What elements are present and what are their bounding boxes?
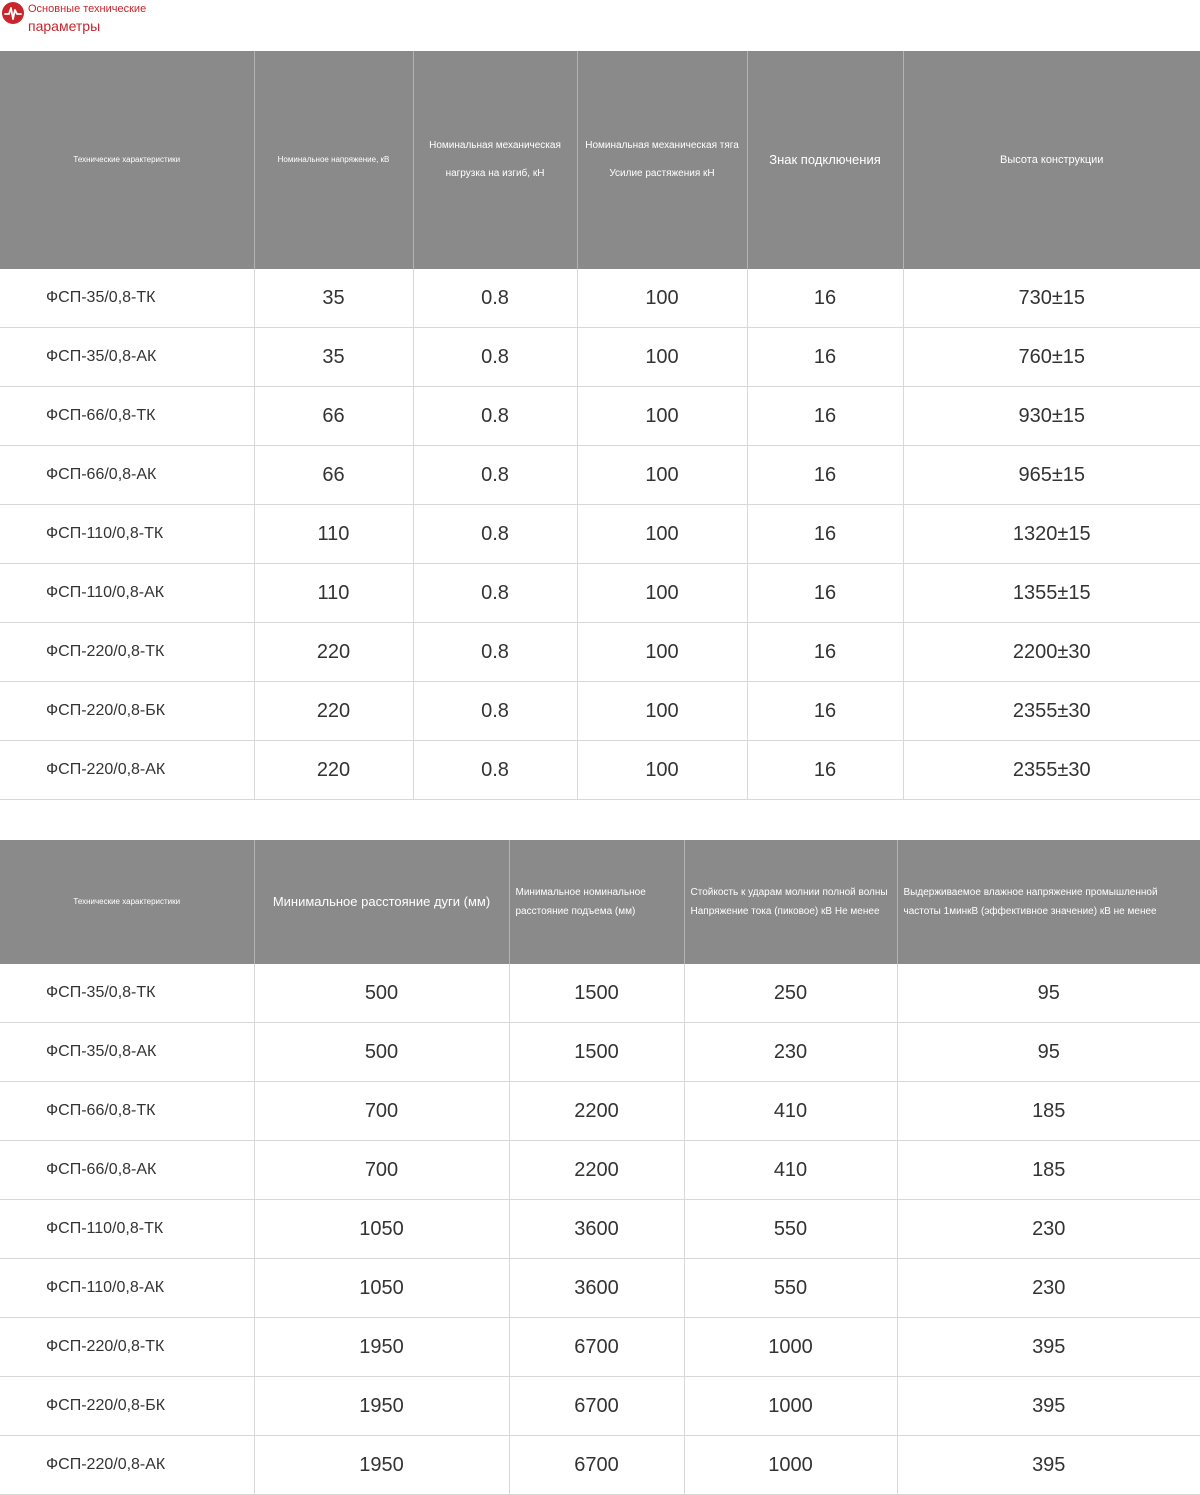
header-cell: Номинальная механическая тяга Усилие растяжения кН bbox=[577, 51, 747, 269]
value-cell: 760±15 bbox=[903, 328, 1200, 387]
value-cell: 230 bbox=[897, 1259, 1200, 1318]
value-cell: 395 bbox=[897, 1377, 1200, 1436]
value-cell: 1950 bbox=[254, 1436, 509, 1495]
table-header-row bbox=[0, 51, 1200, 269]
value-cell: 0.8 bbox=[413, 446, 577, 505]
header-title-line1: Основные технические bbox=[28, 3, 147, 15]
model-name-cell: ФСП-66/0,8-АК bbox=[0, 1141, 254, 1200]
value-cell: 2355±30 bbox=[903, 741, 1200, 800]
model-name-cell: ФСП-110/0,8-АК bbox=[0, 564, 254, 623]
table-row bbox=[0, 1259, 1200, 1318]
value-cell: 66 bbox=[254, 446, 413, 505]
header-cell: Выдерживаемое влажное напряжение промышленной частоты 1минкВ (эффективное значение) кВ не менее bbox=[897, 840, 1200, 964]
value-cell: 185 bbox=[897, 1082, 1200, 1141]
model-name-cell: ФСП-220/0,8-АК bbox=[0, 1436, 254, 1495]
value-cell: 0.8 bbox=[413, 741, 577, 800]
value-cell: 6700 bbox=[509, 1377, 684, 1436]
value-cell: 1500 bbox=[509, 1023, 684, 1082]
header-cell: Номинальное напряжение, кВ bbox=[254, 51, 413, 269]
value-cell: 100 bbox=[577, 269, 747, 328]
value-cell: 0.8 bbox=[413, 269, 577, 328]
value-cell: 0.8 bbox=[413, 387, 577, 446]
pulse-logo-icon bbox=[2, 2, 24, 24]
value-cell: 1000 bbox=[684, 1318, 897, 1377]
table-row bbox=[0, 1023, 1200, 1082]
header-title-line2: параметры bbox=[28, 18, 101, 34]
parameters-table-2 bbox=[0, 840, 1200, 1495]
table-row bbox=[0, 1200, 1200, 1259]
value-cell: 16 bbox=[747, 387, 903, 446]
table-row bbox=[0, 1141, 1200, 1200]
table-row bbox=[0, 964, 1200, 1023]
value-cell: 100 bbox=[577, 623, 747, 682]
value-cell: 16 bbox=[747, 328, 903, 387]
model-name-cell: ФСП-220/0,8-БК bbox=[0, 682, 254, 741]
header-cell: Стойкость к ударам молнии полной волны Напряжение тока (пиковое) кВ Не менее bbox=[684, 840, 897, 964]
value-cell: 230 bbox=[684, 1023, 897, 1082]
model-name-cell: ФСП-66/0,8-АК bbox=[0, 446, 254, 505]
value-cell: 1050 bbox=[254, 1259, 509, 1318]
table-row bbox=[0, 1377, 1200, 1436]
value-cell: 1950 bbox=[254, 1318, 509, 1377]
value-cell: 0.8 bbox=[413, 564, 577, 623]
value-cell: 16 bbox=[747, 505, 903, 564]
value-cell: 220 bbox=[254, 741, 413, 800]
value-cell: 250 bbox=[684, 964, 897, 1023]
value-cell: 500 bbox=[254, 964, 509, 1023]
parameters-table-1 bbox=[0, 51, 1200, 800]
table-row bbox=[0, 1318, 1200, 1377]
model-name-cell: ФСП-110/0,8-ТК bbox=[0, 505, 254, 564]
header-cell: Высота конструкции bbox=[903, 51, 1200, 269]
value-cell: 100 bbox=[577, 682, 747, 741]
model-name-cell: ФСП-110/0,8-АК bbox=[0, 1259, 254, 1318]
value-cell: 16 bbox=[747, 564, 903, 623]
table-row bbox=[0, 741, 1200, 800]
value-cell: 700 bbox=[254, 1141, 509, 1200]
value-cell: 35 bbox=[254, 328, 413, 387]
value-cell: 410 bbox=[684, 1141, 897, 1200]
model-name-cell: ФСП-35/0,8-АК bbox=[0, 328, 254, 387]
value-cell: 100 bbox=[577, 387, 747, 446]
value-cell: 185 bbox=[897, 1141, 1200, 1200]
value-cell: 2200 bbox=[509, 1141, 684, 1200]
table-row bbox=[0, 269, 1200, 328]
model-name-cell: ФСП-35/0,8-ТК bbox=[0, 964, 254, 1023]
model-name-cell: ФСП-35/0,8-АК bbox=[0, 1023, 254, 1082]
page-header bbox=[0, 0, 1200, 50]
model-name-cell: ФСП-35/0,8-ТК bbox=[0, 269, 254, 328]
table-row bbox=[0, 1082, 1200, 1141]
model-name-cell: ФСП-220/0,8-АК bbox=[0, 741, 254, 800]
value-cell: 395 bbox=[897, 1318, 1200, 1377]
value-cell: 16 bbox=[747, 682, 903, 741]
header-cell: Знак подключения bbox=[747, 51, 903, 269]
value-cell: 16 bbox=[747, 741, 903, 800]
value-cell: 220 bbox=[254, 623, 413, 682]
value-cell: 3600 bbox=[509, 1200, 684, 1259]
value-cell: 2200±30 bbox=[903, 623, 1200, 682]
value-cell: 95 bbox=[897, 1023, 1200, 1082]
value-cell: 500 bbox=[254, 1023, 509, 1082]
table-header-row bbox=[0, 840, 1200, 964]
value-cell: 930±15 bbox=[903, 387, 1200, 446]
value-cell: 1500 bbox=[509, 964, 684, 1023]
value-cell: 230 bbox=[897, 1200, 1200, 1259]
value-cell: 700 bbox=[254, 1082, 509, 1141]
header-cell: Технические характеристики bbox=[0, 51, 254, 269]
value-cell: 965±15 bbox=[903, 446, 1200, 505]
value-cell: 95 bbox=[897, 964, 1200, 1023]
value-cell: 1000 bbox=[684, 1436, 897, 1495]
value-cell: 1050 bbox=[254, 1200, 509, 1259]
model-name-cell: ФСП-220/0,8-БК bbox=[0, 1377, 254, 1436]
table-row bbox=[0, 1436, 1200, 1495]
value-cell: 16 bbox=[747, 269, 903, 328]
value-cell: 0.8 bbox=[413, 328, 577, 387]
table-row bbox=[0, 328, 1200, 387]
value-cell: 110 bbox=[254, 564, 413, 623]
value-cell: 100 bbox=[577, 741, 747, 800]
table-row bbox=[0, 623, 1200, 682]
header-cell: Технические характеристики bbox=[0, 840, 254, 964]
value-cell: 110 bbox=[254, 505, 413, 564]
value-cell: 395 bbox=[897, 1436, 1200, 1495]
value-cell: 0.8 bbox=[413, 682, 577, 741]
value-cell: 220 bbox=[254, 682, 413, 741]
value-cell: 100 bbox=[577, 446, 747, 505]
table-row bbox=[0, 564, 1200, 623]
value-cell: 2200 bbox=[509, 1082, 684, 1141]
value-cell: 1355±15 bbox=[903, 564, 1200, 623]
table-row bbox=[0, 682, 1200, 741]
model-name-cell: ФСП-220/0,8-ТК bbox=[0, 623, 254, 682]
value-cell: 410 bbox=[684, 1082, 897, 1141]
value-cell: 550 bbox=[684, 1200, 897, 1259]
model-name-cell: ФСП-220/0,8-ТК bbox=[0, 1318, 254, 1377]
value-cell: 0.8 bbox=[413, 623, 577, 682]
table-row bbox=[0, 387, 1200, 446]
value-cell: 6700 bbox=[509, 1436, 684, 1495]
value-cell: 100 bbox=[577, 505, 747, 564]
value-cell: 1950 bbox=[254, 1377, 509, 1436]
header-cell: Минимальное расстояние дуги (мм) bbox=[254, 840, 509, 964]
value-cell: 0.8 bbox=[413, 505, 577, 564]
value-cell: 35 bbox=[254, 269, 413, 328]
value-cell: 550 bbox=[684, 1259, 897, 1318]
value-cell: 3600 bbox=[509, 1259, 684, 1318]
model-name-cell: ФСП-66/0,8-ТК bbox=[0, 1082, 254, 1141]
value-cell: 100 bbox=[577, 564, 747, 623]
value-cell: 16 bbox=[747, 446, 903, 505]
value-cell: 6700 bbox=[509, 1318, 684, 1377]
value-cell: 730±15 bbox=[903, 269, 1200, 328]
model-name-cell: ФСП-66/0,8-ТК bbox=[0, 387, 254, 446]
header-cell: Минимальное номинальное расстояние подъема (мм) bbox=[509, 840, 684, 964]
value-cell: 66 bbox=[254, 387, 413, 446]
value-cell: 16 bbox=[747, 623, 903, 682]
table-row bbox=[0, 446, 1200, 505]
value-cell: 100 bbox=[577, 328, 747, 387]
value-cell: 1000 bbox=[684, 1377, 897, 1436]
model-name-cell: ФСП-110/0,8-ТК bbox=[0, 1200, 254, 1259]
header-cell: Номинальная механическая нагрузка на изгиб, кН bbox=[413, 51, 577, 269]
table-row bbox=[0, 505, 1200, 564]
value-cell: 1320±15 bbox=[903, 505, 1200, 564]
value-cell: 2355±30 bbox=[903, 682, 1200, 741]
